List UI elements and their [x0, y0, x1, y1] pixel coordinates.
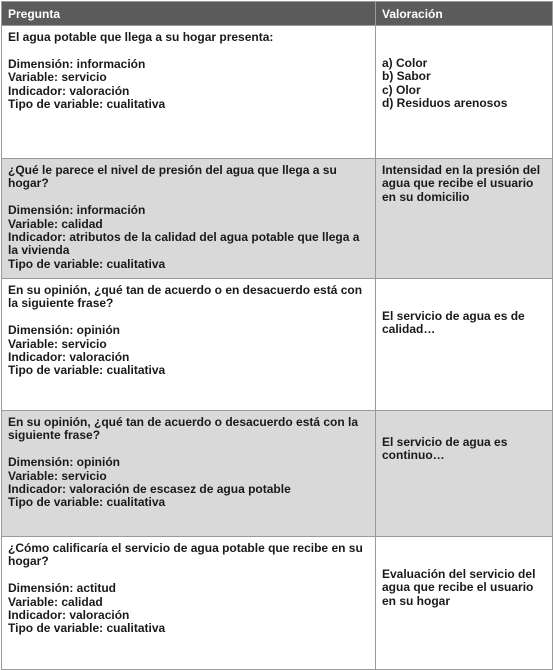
valoracion-text: en su hogar	[382, 593, 451, 608]
table-row	[2, 537, 553, 670]
variable-text: Variable: servicio	[8, 468, 107, 483]
variable-type-text: Tipo de variable: cualitativa	[8, 621, 166, 636]
valoracion-cell	[376, 411, 553, 537]
variable-text: Variable: servicio	[8, 70, 107, 85]
indicator-text: Indicador: valoración	[8, 608, 130, 623]
survey-table-container	[1, 1, 552, 670]
variable-text: Variable: servicio	[8, 336, 107, 351]
question-cell	[2, 26, 376, 159]
valoracion-cell	[376, 279, 553, 411]
question-text: ¿Qué le parece el nivel de presión del agua que llega a su	[8, 163, 337, 177]
question-text: El agua potable que llega a su hogar presenta:	[8, 30, 274, 44]
valoracion-cell	[376, 26, 553, 159]
dimension-text: Dimensión: información	[8, 203, 146, 218]
table-row	[2, 26, 553, 159]
question-text: siguiente frase?	[8, 428, 101, 443]
valoracion-text: en su domicilio	[382, 189, 470, 204]
valoracion-option: c) Olor	[382, 82, 421, 97]
indicator-text: Indicador: valoración de escasez de agua potable	[8, 482, 291, 497]
table-row	[2, 279, 553, 411]
table-row	[2, 411, 553, 537]
question-text: En su opinión, ¿qué tan de acuerdo o desacuerdo está con la	[8, 415, 359, 429]
indicator-text: Indicador: valoración	[8, 350, 130, 365]
table-header-row	[2, 2, 553, 26]
question-cell	[2, 411, 376, 537]
table-row	[2, 159, 553, 279]
question-text: En su opinión, ¿qué tan de acuerdo o en desacuerdo está con	[8, 283, 363, 297]
variable-type-text: Tipo de variable: cualitativa	[8, 495, 166, 510]
question-cell	[2, 279, 376, 411]
valoracion-text: El servicio de agua es de	[382, 309, 525, 323]
valoracion-text: Intensidad en la presión del	[382, 163, 541, 177]
variable-text: Variable: calidad	[8, 216, 103, 231]
variable-type-text: Tipo de variable: cualitativa	[8, 97, 166, 112]
dimension-text: Dimensión: información	[8, 56, 146, 71]
valoracion-text: agua que recibe el usuario	[382, 176, 534, 191]
valoracion-text: Evaluación del servicio del	[382, 567, 536, 581]
valoracion-option: a) Color	[382, 56, 428, 70]
question-text: hogar?	[8, 554, 49, 569]
indicator-text: Indicador: atributos de la calidad del agua potable que llega a	[8, 230, 360, 245]
valoracion-cell	[376, 159, 553, 279]
dimension-text: Dimensión: opinión	[8, 323, 120, 338]
valoracion-text: El servicio de agua es	[382, 435, 508, 449]
valoracion-text: calidad…	[382, 322, 436, 337]
column-header-valoracion: Valoración	[376, 2, 553, 26]
valoracion-text: agua que recibe el usuario	[382, 580, 534, 595]
indicator-text: Indicador: valoración	[8, 83, 130, 98]
variable-text: Variable: calidad	[8, 594, 103, 609]
valoracion-option: b) Sabor	[382, 69, 431, 84]
question-text: hogar?	[8, 176, 49, 191]
column-header-pregunta: Pregunta	[2, 2, 376, 26]
question-cell	[2, 159, 376, 279]
variable-type-text: Tipo de variable: cualitativa	[8, 363, 166, 378]
valoracion-cell	[376, 537, 553, 670]
dimension-text: Dimensión: actitud	[8, 581, 117, 596]
valoracion-option: d) Residuos arenosos	[382, 96, 508, 111]
question-text: ¿Cómo calificaría el servicio de agua potable que recibe en su	[8, 541, 363, 555]
valoracion-text: continuo…	[382, 448, 445, 463]
indicator-text: la vivienda	[8, 243, 70, 258]
survey-table	[1, 1, 553, 670]
question-text: la siguiente frase?	[8, 296, 114, 311]
variable-type-text: Tipo de variable: cualitativa	[8, 256, 166, 271]
dimension-text: Dimensión: opinión	[8, 455, 120, 470]
question-cell	[2, 537, 376, 670]
